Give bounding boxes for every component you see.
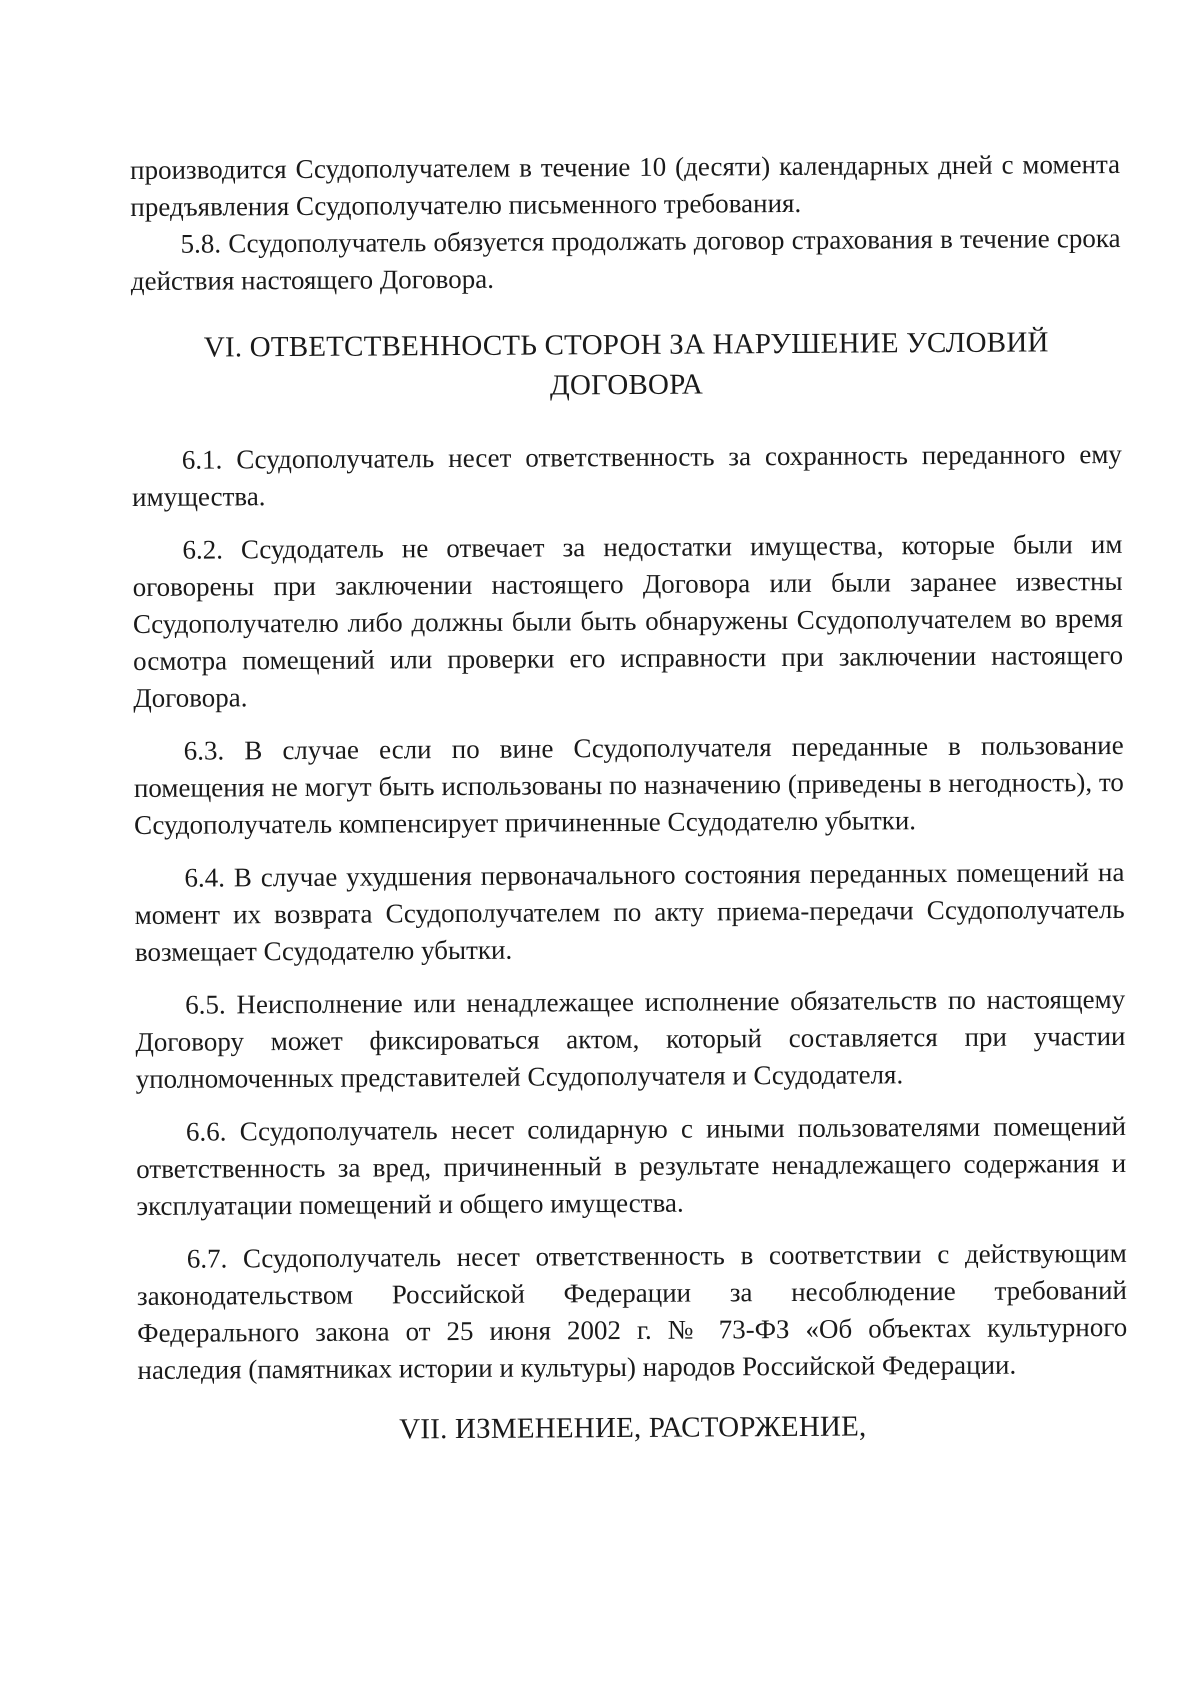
paragraph-6-4: 6.4. В случае ухудшения первоначального состояния переданных помещений на момент их возврата Ссудополучателем по акту приема-передачи Ссудополучатель возмещает Ссудодателю убытки.	[134, 856, 1125, 967]
paragraph-6-6: 6.6. Ссудополучатель несет солидарную с иными пользователями помещений ответственность за вред, причиненный в результате ненадлежащего содержания и эксплуатации помещений и общего имущества.	[136, 1110, 1127, 1221]
paragraph-6-5: 6.5. Неисполнение или ненадлежащее исполнение обязательств по настоящему Договору может фиксироваться актом, который составляется при участии уполномоченных представителей Ссудополучателя и Ссудодателя.	[135, 983, 1126, 1094]
paragraph-6-7: 6.7. Ссудополучатель несет ответственность в соответствии с действующим законодательством Российской Федерации за несоблюдение требований Федерального закона от 25 июня 2002 г. № 73-ФЗ «Об объектах культурного наследия (памятниках истории и культуры) народов Российской Федерации.	[136, 1237, 1128, 1385]
paragraph-6-2: 6.2. Ссудодатель не отвечает за недостатки имущества, которые были им оговорены при заключении настоящего Договора или были заранее известны Ссудополучателю либо должны были быть обнаружены Ссудополучателем во время осмотра помещений или проверки его исправности при заключении настоящего Договора.	[132, 528, 1124, 713]
paragraph-5-8: 5.8. Ссудополучатель обязуется продолжать договор страхования в течение срока действия настоящего Договора.	[130, 222, 1121, 296]
paragraph-continuation: производится Ссудополучателем в течение 10 (десяти) календарных дней с момента предъявления Ссудополучателю письменного требования.	[130, 148, 1121, 222]
document-page	[130, 146, 1128, 1451]
section-6-title	[131, 322, 1121, 408]
section-7-title: VII. ИЗМЕНЕНИЕ, РАСТОРЖЕНИЕ,	[399, 1410, 867, 1446]
paragraph-6-1: 6.1. Ссудополучатель несет ответственность за сохранность переданного ему имущества.	[132, 438, 1122, 512]
section-6-title-line2: ДОГОВОРА	[549, 368, 704, 402]
paragraph-6-3: 6.3. В случае если по вине Ссудополучателя переданные в пользование помещения не могут быть использованы по назначению (приведены в негодность), то Ссудополучатель компенсирует причиненные Ссудодателю убытки.	[133, 729, 1124, 840]
section-6-title-line1: VI. ОТВЕТСТВЕННОСТЬ СТОРОН ЗА НАРУШЕНИЕ УСЛОВИЙ	[203, 326, 1049, 364]
